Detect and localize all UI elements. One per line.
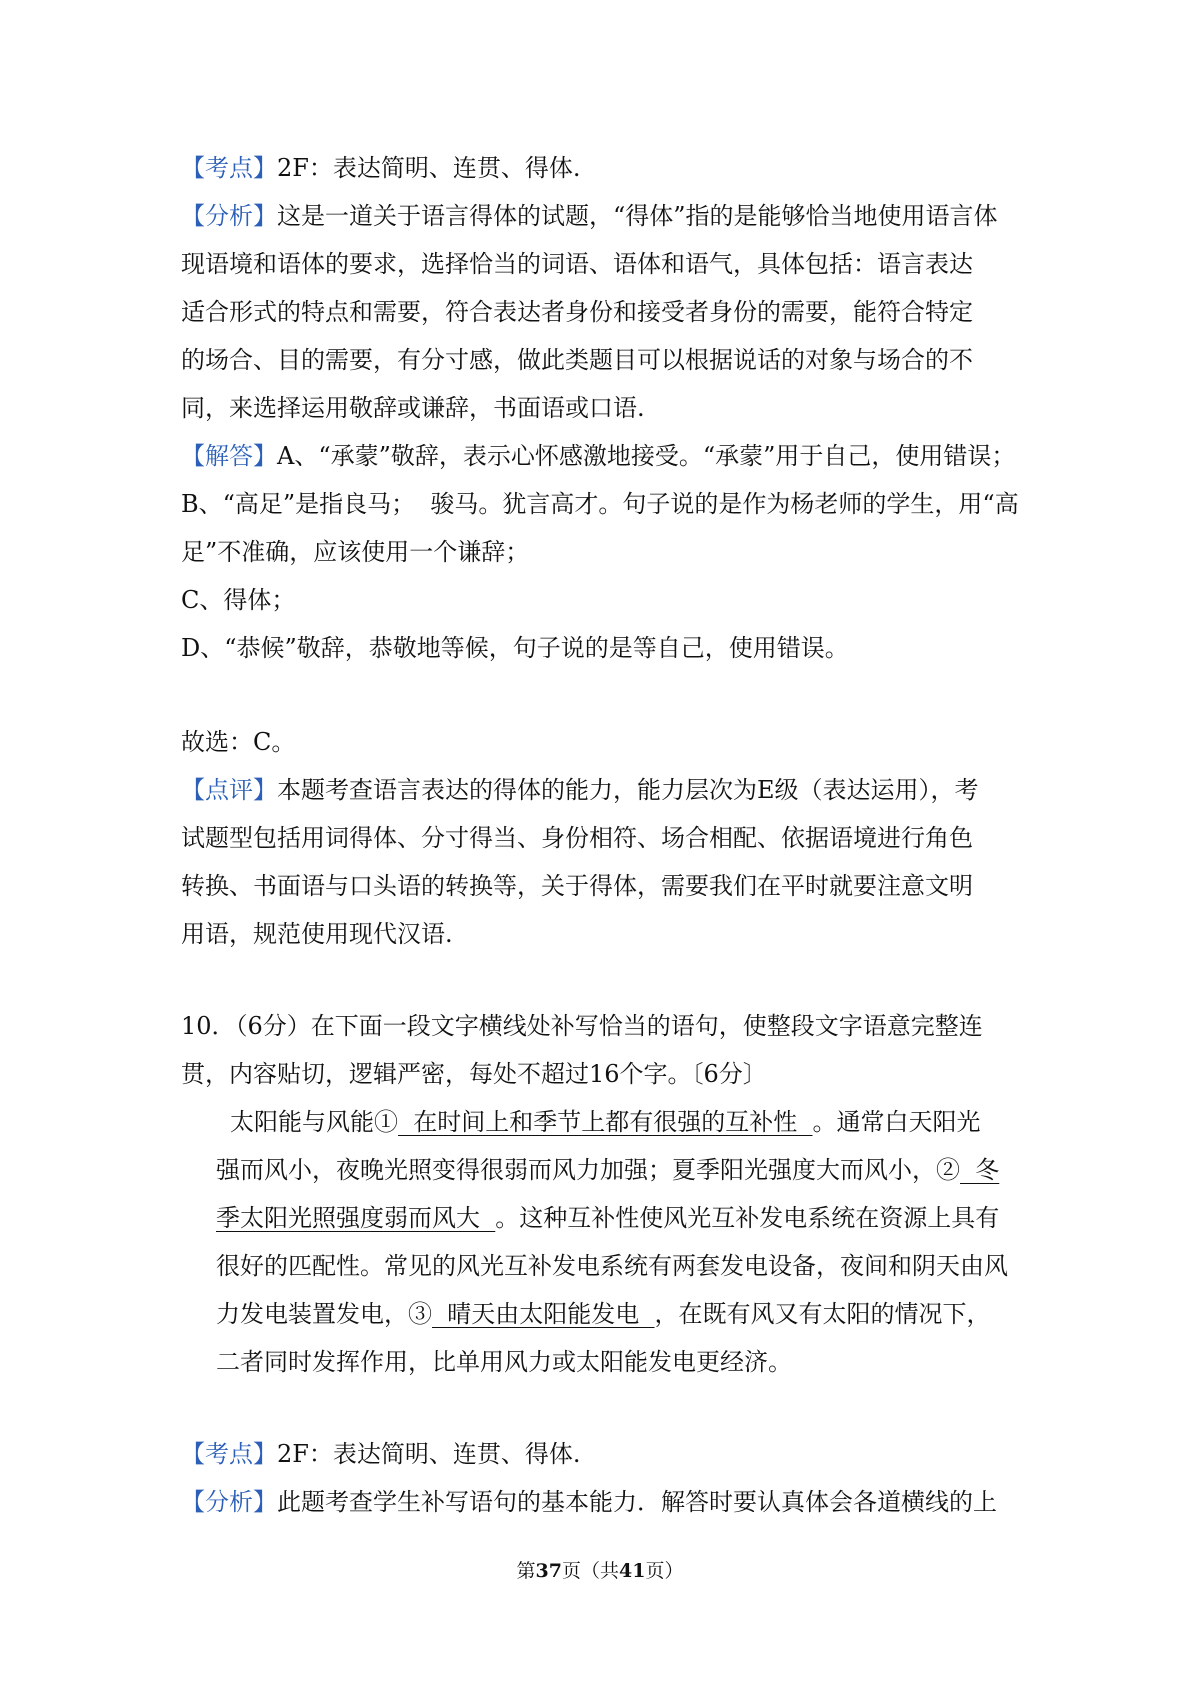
footer-prefix: 第 <box>516 1560 536 1582</box>
dianping-line: 转换、书面语与口头语的转换等，关于得体，需要我们在平时就要注意文明 <box>181 872 973 900</box>
option-b-line: 足”不准确，应该使用一个谦辞； <box>181 538 530 566</box>
fenxi-tag: 【分析】 <box>181 202 277 230</box>
footer-suffix: 页） <box>645 1560 684 1582</box>
current-page-number: 37 <box>535 1560 562 1582</box>
blank-answer-2: 冬 <box>960 1156 1000 1184</box>
dianping-section <box>181 766 1056 958</box>
jieda-section <box>181 432 1021 480</box>
kaodian-tag: 【考点】 <box>181 154 277 182</box>
kaodian-text: 2F：表达简明、连贯、得体. <box>277 154 581 182</box>
question-10-passage <box>181 1098 1021 1386</box>
footer-middle: 页（共 <box>561 1560 619 1582</box>
total-page-count: 41 <box>619 1560 646 1582</box>
kaodian-section-2 <box>181 1430 1021 1478</box>
passage-text: 太阳能与风能① <box>230 1108 398 1136</box>
dianping-line: 试题型包括用词得体、分寸得当、身份相符、场合相配、依据语境进行角色 <box>181 824 973 852</box>
passage-text: 力发电装置发电，③ <box>216 1300 432 1328</box>
option-b-line: B、“高足”是指良马； 骏马。犹言高才。句子说的是作为杨老师的学生，用“高 <box>181 490 1019 518</box>
fenxi-tag: 【分析】 <box>181 1488 277 1516</box>
fenxi-line: 适合形式的特点和需要，符合表达者身份和接受者身份的需要，能符合特定 <box>181 298 973 326</box>
blank-answer-2: 季太阳光照强度弱而风大 <box>216 1204 496 1232</box>
option-b <box>181 480 1056 576</box>
fenxi-text: 此题考查学生补写语句的基本能力．解答时要认真体会各道横线的上 <box>277 1488 997 1516</box>
blank-answer-3: 晴天由太阳能发电 <box>432 1300 655 1328</box>
option-c-text: C、得体； <box>181 586 296 614</box>
fenxi-line: 的场合、目的需要，有分寸感，做此类题目可以根据说话的对象与场合的不 <box>181 346 973 374</box>
option-c <box>181 576 1021 624</box>
passage-text: 。通常白天阳光 <box>812 1108 981 1136</box>
question-stem-line: 贯，内容贴切，逻辑严密，每处不超过16个字。〔6分〕 <box>181 1060 767 1088</box>
jieda-text: A、“承蒙”敬辞，表示心怀感激地接受。“承蒙”用于自己，使用错误； <box>277 442 1016 470</box>
kaodian-text: 2F：表达简明、连贯、得体. <box>277 1440 581 1468</box>
fenxi-line: 同，来选择运用敬辞或谦辞，书面语或口语. <box>181 394 645 422</box>
fenxi-line: 现语境和语体的要求，选择恰当的词语、语体和语气，具体包括：语言表达 <box>181 250 973 278</box>
answer-choice-text: 故选：C。 <box>181 728 296 756</box>
question-10-stem <box>181 1002 1056 1098</box>
passage-text: 强而风小，夜晚光照变得很弱而风力加强；夏季阳光强度大而风小，② <box>216 1156 960 1184</box>
dianping-tag: 【点评】 <box>181 776 277 804</box>
fenxi-line: 这是一道关于语言得体的试题，“得体”指的是能够恰当地使用语言体 <box>277 202 998 230</box>
passage-text: 。这种互补性使风光互补发电系统在资源上具有 <box>495 1204 1000 1232</box>
blank-answer-1: 在时间上和季节上都有很强的互补性 <box>398 1108 813 1136</box>
jieda-tag: 【解答】 <box>181 442 277 470</box>
fenxi-section-2 <box>181 1478 1056 1526</box>
page-footer <box>0 1556 1200 1586</box>
kaodian-section-1 <box>181 144 1021 192</box>
option-d-text: D、“恭候”敬辞，恭敬地等候，句子说的是等自己，使用错误。 <box>181 634 849 662</box>
passage-text: 二者同时发挥作用，比单用风力或太阳能发电更经济。 <box>216 1348 792 1376</box>
passage-text: ，在既有风又有太阳的情况下， <box>654 1300 991 1328</box>
passage-text: 很好的匹配性。常见的风光互补发电系统有两套发电设备，夜间和阴天由风 <box>216 1252 1008 1280</box>
option-d <box>181 624 1021 672</box>
dianping-line: 用语，规范使用现代汉语. <box>181 920 453 948</box>
kaodian-tag: 【考点】 <box>181 1440 277 1468</box>
answer-choice <box>181 718 1021 766</box>
fenxi-section-1 <box>181 192 1056 432</box>
dianping-line: 本题考查语言表达的得体的能力，能力层次为E级（表达运用），考 <box>277 776 979 804</box>
question-stem-line: 10．（6分）在下面一段文字横线处补写恰当的语句，使整段文字语意完整连 <box>181 1012 983 1040</box>
